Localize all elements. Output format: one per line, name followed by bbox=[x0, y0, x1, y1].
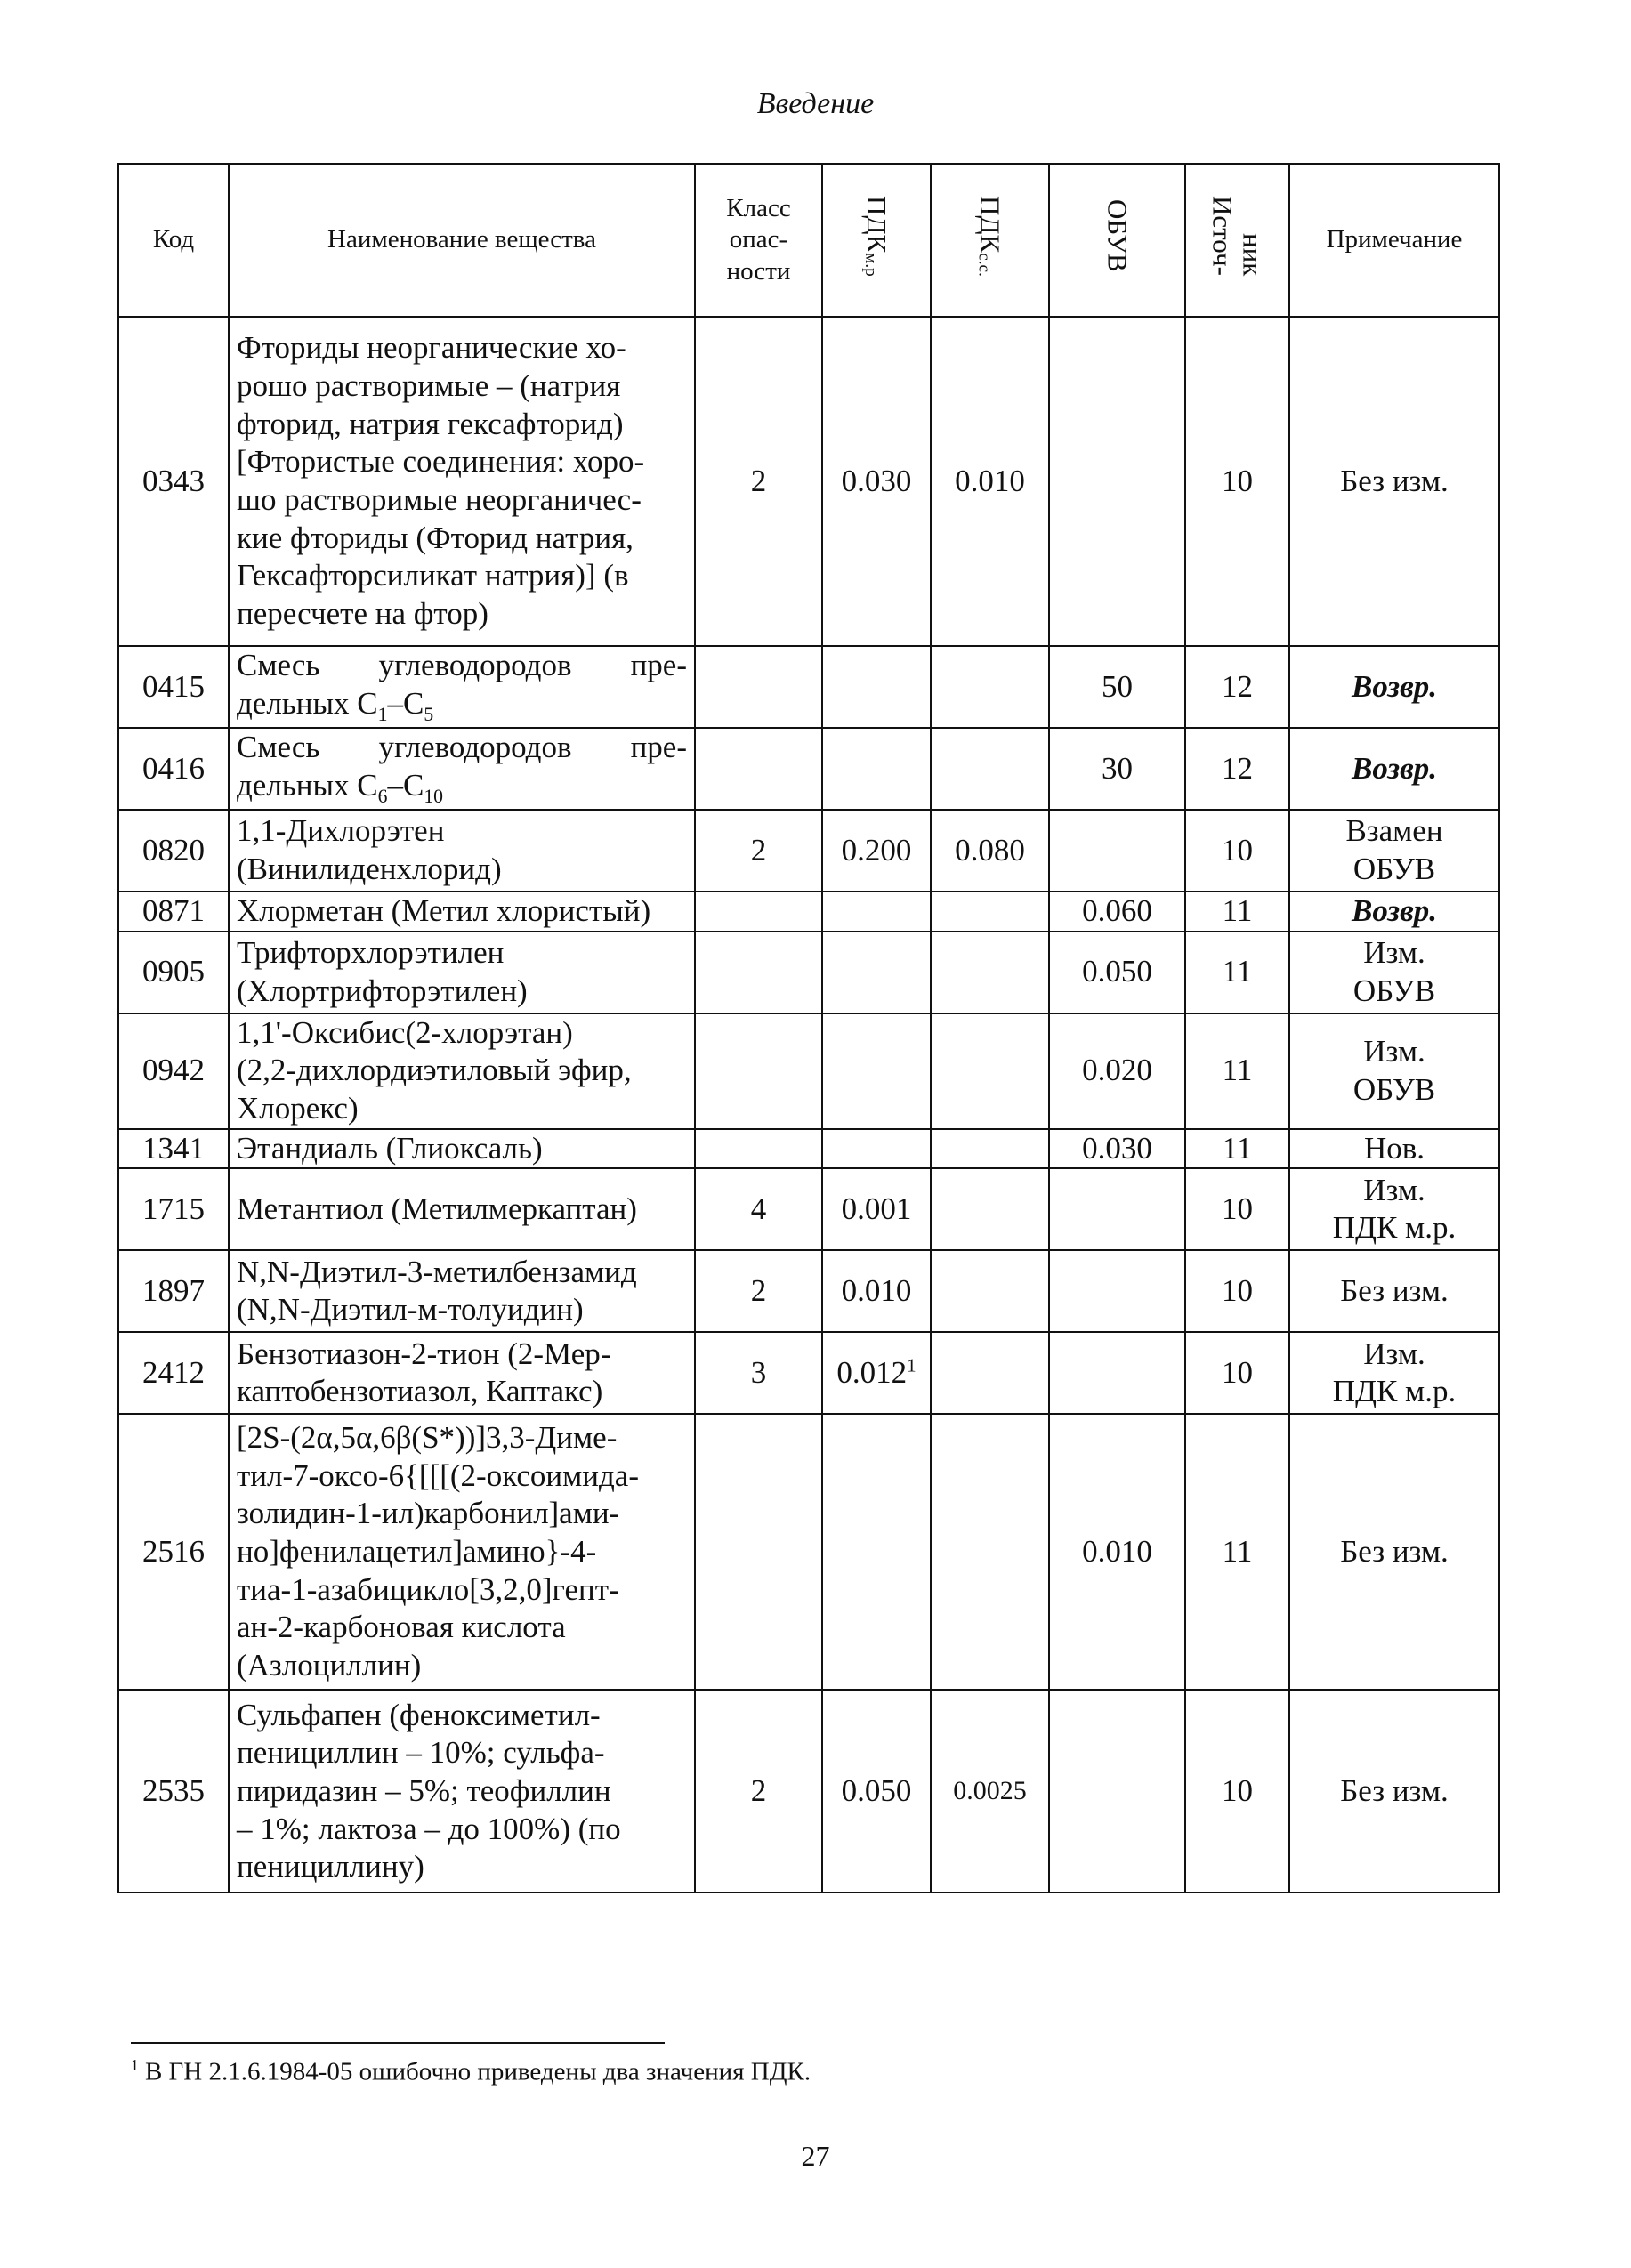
table-row bbox=[118, 892, 1499, 932]
cell-hazard bbox=[695, 646, 822, 728]
table-row bbox=[118, 646, 1499, 728]
cell-obuv bbox=[1049, 810, 1185, 892]
cell-code: 1715 bbox=[118, 1168, 229, 1250]
header-note: Примечание bbox=[1289, 164, 1499, 317]
cell-obuv: 30 bbox=[1049, 728, 1185, 810]
table-row bbox=[118, 810, 1499, 892]
cell-hazard bbox=[695, 728, 822, 810]
cell-obuv: 0.060 bbox=[1049, 892, 1185, 932]
table-row bbox=[118, 1013, 1499, 1129]
cell-hazard: 3 bbox=[695, 1332, 822, 1414]
cell-note: Изм. ПДК м.р. bbox=[1289, 1332, 1499, 1414]
cell-name: 1,1-Дихлорэтен (Винилиденхлорид) bbox=[229, 810, 695, 892]
cell-hazard: 2 bbox=[695, 810, 822, 892]
page-number: 27 bbox=[801, 2140, 830, 2172]
cell-hazard bbox=[695, 892, 822, 932]
table-row bbox=[118, 932, 1499, 1013]
table-row bbox=[118, 728, 1499, 810]
cell-hazard: 2 bbox=[695, 1250, 822, 1332]
cell-pdk-mr bbox=[822, 932, 931, 1013]
table-row bbox=[118, 1690, 1499, 1893]
cell-pdk-mr bbox=[822, 1013, 931, 1129]
cell-pdk-mr: 0.010 bbox=[822, 1250, 931, 1332]
cell-name: Смесь углеводородов пре- дельных $C_1-C_5$ bbox=[229, 646, 695, 728]
cell-code: 0820 bbox=[118, 810, 229, 892]
cell-note: Нов. bbox=[1289, 1129, 1499, 1169]
cell-hazard bbox=[695, 1013, 822, 1129]
cell-obuv bbox=[1049, 317, 1185, 646]
cell-pdk-mr: 0.030 bbox=[822, 317, 931, 646]
page-title: Введение bbox=[756, 87, 875, 120]
cell-hazard bbox=[695, 1129, 822, 1169]
table-row bbox=[118, 1168, 1499, 1250]
cell-note: Изм. ОБУВ bbox=[1289, 932, 1499, 1013]
cell-hazard bbox=[695, 932, 822, 1013]
footnote-divider bbox=[131, 2042, 665, 2044]
cell-note: Взамен ОБУВ bbox=[1289, 810, 1499, 892]
table-row bbox=[118, 1414, 1499, 1690]
cell-source: 11 bbox=[1185, 892, 1289, 932]
cell-pdk-mr bbox=[822, 728, 931, 810]
cell-note: Возвр. bbox=[1289, 728, 1499, 810]
cell-obuv bbox=[1049, 1250, 1185, 1332]
cell-name: Этандиаль (Глиоксаль) bbox=[229, 1129, 695, 1169]
cell-source: 10 bbox=[1185, 1168, 1289, 1250]
cell-pdk-ss bbox=[931, 1250, 1049, 1332]
footnote: $^1$ В ГН 2.1.6.1984-05 ошибочно приведены два значения ПДК. bbox=[131, 2056, 811, 2086]
cell-source: 11 bbox=[1185, 1129, 1289, 1169]
cell-obuv bbox=[1049, 1690, 1185, 1893]
cell-code: 0905 bbox=[118, 932, 229, 1013]
cell-note: Без изм. bbox=[1289, 1250, 1499, 1332]
cell-code: 0416 bbox=[118, 728, 229, 810]
cell-name: Бензотиазон-2-тион (2-Мер- каптобензотиазол, Каптакс) bbox=[229, 1332, 695, 1414]
cell-code: 2535 bbox=[118, 1690, 229, 1893]
cell-pdk-ss bbox=[931, 1013, 1049, 1129]
cell-name: Трифторхлорэтилен (Хлортрифторэтилен) bbox=[229, 932, 695, 1013]
cell-hazard: 2 bbox=[695, 317, 822, 646]
cell-pdk-ss bbox=[931, 1129, 1049, 1169]
cell-code: 0942 bbox=[118, 1013, 229, 1129]
header-hazard: Класс опас- ности bbox=[695, 164, 822, 317]
cell-hazard: 2 bbox=[695, 1690, 822, 1893]
cell-name: Смесь углеводородов пре- дельных $C_6-C_{10}$ bbox=[229, 728, 695, 810]
cell-code: 2412 bbox=[118, 1332, 229, 1414]
cell-note: Без изм. bbox=[1289, 317, 1499, 646]
cell-pdk-ss: 0.080 bbox=[931, 810, 1049, 892]
table-row bbox=[118, 1332, 1499, 1414]
cell-name: Метантиол (Метилмеркаптан) bbox=[229, 1168, 695, 1250]
cell-code: 2516 bbox=[118, 1414, 229, 1690]
cell-note: Изм. ОБУВ bbox=[1289, 1013, 1499, 1129]
cell-hazard: 4 bbox=[695, 1168, 822, 1250]
cell-pdk-mr: 0.001 bbox=[822, 1168, 931, 1250]
cell-note: Возвр. bbox=[1289, 892, 1499, 932]
cell-obuv: 0.010 bbox=[1049, 1414, 1185, 1690]
cell-pdk-ss bbox=[931, 892, 1049, 932]
header-name: Наименование вещества bbox=[229, 164, 695, 317]
cell-note: Без изм. bbox=[1289, 1414, 1499, 1690]
cell-pdk-mr bbox=[822, 646, 931, 728]
cell-source: 12 bbox=[1185, 728, 1289, 810]
cell-code: 0415 bbox=[118, 646, 229, 728]
cell-obuv bbox=[1049, 1168, 1185, 1250]
table-row bbox=[118, 1129, 1499, 1169]
cell-pdk-ss bbox=[931, 646, 1049, 728]
cell-source: 11 bbox=[1185, 1013, 1289, 1129]
cell-source: 10 bbox=[1185, 1332, 1289, 1414]
cell-code: 0871 bbox=[118, 892, 229, 932]
cell-note: Возвр. bbox=[1289, 646, 1499, 728]
cell-pdk-mr bbox=[822, 892, 931, 932]
cell-pdk-mr: 0.200 bbox=[822, 810, 931, 892]
cell-pdk-ss bbox=[931, 932, 1049, 1013]
cell-name: Хлорметан (Метил хлористый) bbox=[229, 892, 695, 932]
cell-pdk-mr bbox=[822, 1129, 931, 1169]
cell-note: Без изм. bbox=[1289, 1690, 1499, 1893]
cell-obuv: 0.050 bbox=[1049, 932, 1185, 1013]
cell-source: 12 bbox=[1185, 646, 1289, 728]
cell-name: N,N-Диэтил-3-метилбензамид (N,N-Диэтил-м-толуидин) bbox=[229, 1250, 695, 1332]
cell-pdk-ss: 0.0025 bbox=[931, 1690, 1049, 1893]
cell-pdk-ss bbox=[931, 1414, 1049, 1690]
cell-source: 10 bbox=[1185, 1690, 1289, 1893]
table-header-row bbox=[118, 164, 1499, 317]
cell-source: 10 bbox=[1185, 317, 1289, 646]
header-code: Код bbox=[118, 164, 229, 317]
cell-code: 1897 bbox=[118, 1250, 229, 1332]
cell-note: Изм. ПДК м.р. bbox=[1289, 1168, 1499, 1250]
header-pdk-mr: $ПДК_{м.р}$ bbox=[822, 164, 931, 317]
cell-name: 1,1'-Оксибис(2-хлорэтан) (2,2-дихлордиэтиловый эфир, Хлорекс) bbox=[229, 1013, 695, 1129]
cell-source: 11 bbox=[1185, 1414, 1289, 1690]
cell-obuv: 0.030 bbox=[1049, 1129, 1185, 1169]
cell-pdk-mr: 0.050 bbox=[822, 1690, 931, 1893]
cell-source: 10 bbox=[1185, 1250, 1289, 1332]
cell-obuv bbox=[1049, 1332, 1185, 1414]
table-row bbox=[118, 1250, 1499, 1332]
cell-name: [2S-(2α,5α,6β(S*))]3,3-Диме- тил-7-оксо-6{[[[(2-оксоимида- золидин-1-ил)карбонил]ами- но]фенилацетил]амино}-4- тиа-1-азабицикло[3,2,0]гепт- ан-2-карбоновая кислота (Азлоциллин) bbox=[229, 1414, 695, 1690]
cell-source: 10 bbox=[1185, 810, 1289, 892]
cell-obuv: 0.020 bbox=[1049, 1013, 1185, 1129]
header-obuv: ОБУВ bbox=[1049, 164, 1185, 317]
header-pdk-ss: $ПДК_{с.с.}$ bbox=[931, 164, 1049, 317]
cell-pdk-mr bbox=[822, 1414, 931, 1690]
cell-name: Сульфапен (феноксиметил- пенициллин – 10%; сульфа- пиридазин – 5%; теофиллин – 1%; лактоза – до 100%) (по пенициллину) bbox=[229, 1690, 695, 1893]
cell-name: Фториды неорганические хо- рошо растворимые – (натрия фторид, натрия гексафторид) [Фтористые соединения: хоро- шо растворимые неорганичес- кие фториды (Фторид натрия, Гексафторсиликат натрия)] (в пересчете на фтор) bbox=[229, 317, 695, 646]
cell-pdk-ss: 0.010 bbox=[931, 317, 1049, 646]
cell-pdk-ss bbox=[931, 728, 1049, 810]
header-source: Источ-ник bbox=[1185, 164, 1289, 317]
substances-table bbox=[117, 163, 1500, 1893]
cell-pdk-ss bbox=[931, 1332, 1049, 1414]
cell-hazard bbox=[695, 1414, 822, 1690]
cell-code: 1341 bbox=[118, 1129, 229, 1169]
cell-obuv: 50 bbox=[1049, 646, 1185, 728]
cell-source: 11 bbox=[1185, 932, 1289, 1013]
cell-pdk-ss bbox=[931, 1168, 1049, 1250]
cell-code: 0343 bbox=[118, 317, 229, 646]
table-row bbox=[118, 317, 1499, 646]
cell-pdk-mr: 0.012$^1$ bbox=[822, 1332, 931, 1414]
